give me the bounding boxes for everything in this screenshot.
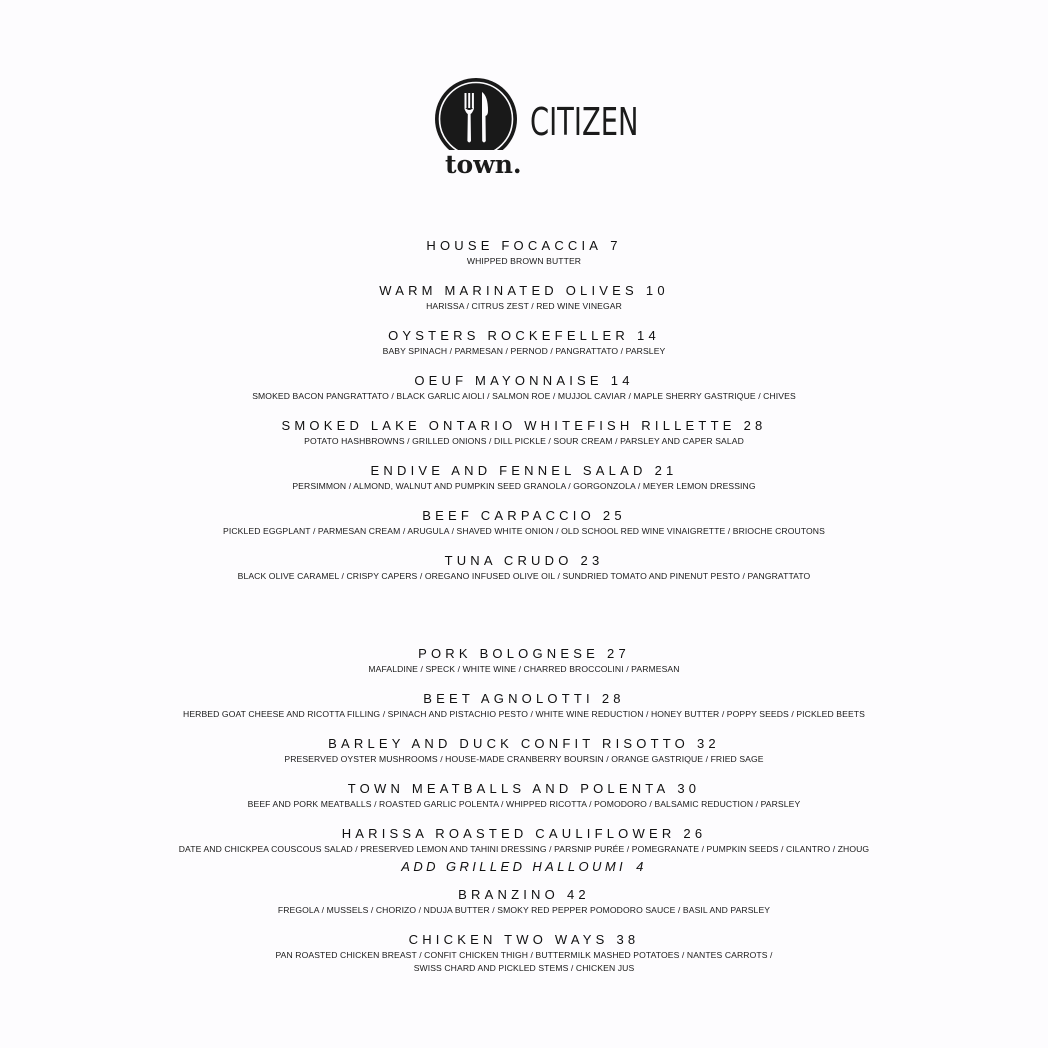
item-price: 25 [602, 508, 626, 523]
starters-section [0, 236, 1048, 583]
menu-item-oysters-rockefeller [0, 326, 1048, 358]
item-description: PAN ROASTED CHICKEN BREAST / CONFIT CHICKEN THIGH / BUTTERMILK MASHED POTATOES / NANTES CARROTS / [275, 950, 773, 960]
item-description: POTATO HASHBROWNS / GRILLED ONIONS / DILL PICKLE / SOUR CREAM / PARSLEY AND CAPER SALAD [304, 436, 744, 446]
item-description-line2: SWISS CHARD AND PICKLED STEMS / CHICKEN JUS [413, 963, 635, 973]
item-title [0, 326, 1048, 345]
item-description: DATE AND CHICKPEA COUSCOUS SALAD / PRESERVED LEMON AND TAHINI DRESSING / PARSNIP PURÉE / POMEGRANATE / PUMPKIN SEEDS / CILANTRO / ZHOUG [178, 844, 870, 854]
mains-section [0, 644, 1048, 975]
item-name: PORK BOLOGNESE [418, 646, 600, 661]
item-price: 27 [607, 646, 630, 661]
item-price: 23 [580, 553, 604, 568]
item-title [0, 779, 1048, 798]
item-title [0, 551, 1048, 570]
item-description: BABY SPINACH / PARMESAN / PERNOD / PANGRATTATO / PARSLEY [382, 346, 666, 356]
item-title [0, 416, 1048, 435]
item-name: CHICKEN TWO WAYS [408, 932, 609, 947]
item-description: PERSIMMON / ALMOND, WALNUT AND PUMPKIN SEED GRANOLA / GORGONZOLA / MEYER LEMON DRESSING [292, 481, 756, 491]
item-description: BEEF AND PORK MEATBALLS / ROASTED GARLIC POLENTA / WHIPPED RICOTTA / POMODORO / BALSAMIC REDUCTION / PARSLEY [247, 799, 801, 809]
item-name: BARLEY AND DUCK CONFIT RISOTTO [328, 736, 689, 751]
item-name: OEUF MAYONNAISE [414, 373, 603, 388]
menu-item-warm-marinated-olives [0, 281, 1048, 313]
menu-item-town-meatballs-polenta [0, 779, 1048, 811]
item-title [0, 644, 1048, 663]
menu-item-branzino [0, 885, 1048, 917]
item-name: WARM MARINATED OLIVES [379, 283, 638, 298]
item-price: 7 [610, 238, 622, 253]
item-name: HOUSE FOCACCIA [426, 238, 603, 253]
item-price: 14 [637, 328, 660, 343]
item-title [0, 461, 1048, 480]
item-name: TUNA CRUDO [444, 553, 573, 568]
item-description: PICKLED EGGPLANT / PARMESAN CREAM / ARUGULA / SHAVED WHITE ONION / OLD SCHOOL RED WINE VINAIGRETTE / BRIOCHE CROUTONS [223, 526, 825, 536]
item-title [0, 885, 1048, 904]
item-price: 21 [654, 463, 678, 478]
addon-name: ADD GRILLED HALLOUMI [401, 859, 627, 874]
item-price: 32 [696, 736, 720, 751]
menu-item-house-focaccia [0, 236, 1048, 268]
item-description: MAFALDINE / SPECK / WHITE WINE / CHARRED BROCCOLINI / PARMESAN [368, 664, 680, 674]
menu-item-beef-carpaccio [0, 506, 1048, 538]
item-name: SMOKED LAKE ONTARIO WHITEFISH RILLETTE [281, 418, 736, 433]
item-description: HARISSA / CITRUS ZEST / RED WINE VINEGAR [426, 301, 622, 311]
item-name: OYSTERS ROCKEFELLER [388, 328, 630, 343]
item-name: BEET AGNOLOTTI [423, 691, 594, 706]
item-description: SMOKED BACON PANGRATTATO / BLACK GARLIC AIOLI / SALMON ROE / MUJJOL CAVIAR / MAPLE SHERRY GASTRIQUE / CHIVES [252, 391, 796, 401]
item-description: BLACK OLIVE CARAMEL / CRISPY CAPERS / OREGANO INFUSED OLIVE OIL / SUNDRIED TOMATO AND PINENUT PESTO / PANGRATTATO [237, 571, 811, 581]
logo-citizen-wordmark: CITIZEN [530, 100, 639, 144]
item-title [0, 734, 1048, 753]
logo-town-wordmark: town. [442, 150, 525, 180]
item-title [0, 506, 1048, 525]
item-price: 42 [566, 887, 590, 902]
item-price: 28 [601, 691, 625, 706]
item-title [0, 930, 1048, 949]
restaurant-logo [0, 0, 1048, 200]
item-description: FREGOLA / MUSSELS / CHORIZO / NDUJA BUTTER / SMOKY RED PEPPER POMODORO SAUCE / BASIL AND PARSLEY [277, 905, 771, 915]
item-addon [0, 856, 1048, 878]
menu-item-harissa-cauliflower [0, 824, 1048, 878]
item-name: HARISSA ROASTED CAULIFLOWER [341, 826, 676, 841]
menu-item-beet-agnolotti [0, 689, 1048, 721]
item-name: BEEF CARPACCIO [422, 508, 595, 523]
item-name: ENDIVE AND FENNEL SALAD [370, 463, 647, 478]
item-title [0, 236, 1048, 255]
menu-item-oeuf-mayonnaise [0, 371, 1048, 403]
menu-item-endive-fennel-salad [0, 461, 1048, 493]
menu-item-whitefish-rillette [0, 416, 1048, 448]
menu-item-pork-bolognese [0, 644, 1048, 676]
item-price: 28 [743, 418, 767, 433]
menu-item-barley-duck-risotto [0, 734, 1048, 766]
item-price: 14 [610, 373, 634, 388]
item-description: WHIPPED BROWN BUTTER [466, 256, 582, 266]
item-price: 26 [683, 826, 707, 841]
item-price: 10 [645, 283, 669, 298]
item-title [0, 371, 1048, 390]
item-title [0, 689, 1048, 708]
fork-and-knife-icon [435, 78, 517, 160]
item-name: BRANZINO [458, 887, 559, 902]
item-price: 30 [677, 781, 701, 796]
item-name: TOWN MEATBALLS AND POLENTA [347, 781, 670, 796]
logo-badge [435, 78, 517, 160]
item-title [0, 281, 1048, 300]
menu-item-tuna-crudo [0, 551, 1048, 583]
item-description: PRESERVED OYSTER MUSHROOMS / HOUSE-MADE CRANBERRY BOURSIN / ORANGE GASTRIQUE / FRIED SAGE [284, 754, 764, 764]
item-price: 38 [616, 932, 640, 947]
item-title [0, 824, 1048, 843]
menu-item-chicken-two-ways [0, 930, 1048, 975]
item-description: HERBED GOAT CHEESE AND RICOTTA FILLING / SPINACH AND PISTACHIO PESTO / WHITE WINE REDUCTION / HONEY BUTTER / POPPY SEEDS / PICKLED BEETS [183, 709, 865, 719]
addon-price: 4 [636, 859, 647, 874]
